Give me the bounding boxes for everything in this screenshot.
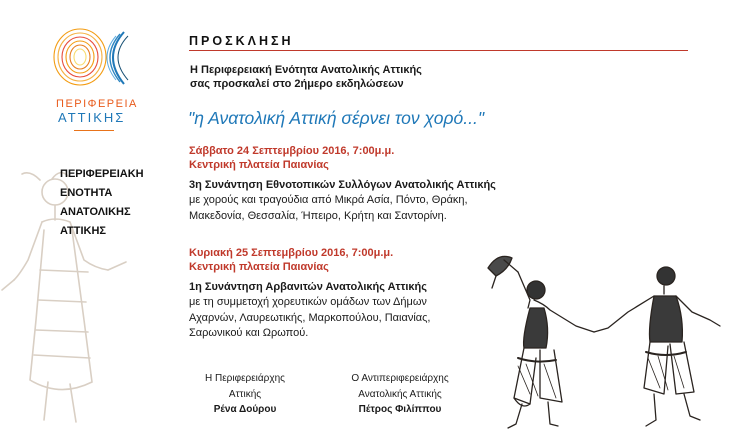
signature-name: Πέτρος Φιλίππου [358, 404, 442, 415]
signature-deputy-governor [325, 371, 475, 418]
signature-name: Ρένα Δούρου [213, 404, 277, 415]
invitation-heading: ΠΡΟΣΚΛΗΣΗ [189, 34, 294, 48]
event-title: 3η Συνάντηση Εθνοτοπικών Συλλόγων Ανατολικής Αττικής [189, 179, 496, 191]
regional-unit-label [60, 165, 144, 241]
event-date: Κυριακή 25 Σεπτεμβρίου 2016, 7:00μ.μ. [189, 247, 394, 259]
intro-line: Η Περιφερειακή Ενότητα Ανατολικής Αττικής [190, 64, 422, 76]
event-description-line: Αχαρνών, Λαυρεωτικής, Μαρκοπούλου, Παιανίας, [189, 311, 431, 324]
event-description-line: με τη συμμετοχή χορευτικών ομάδων των Δήμων [189, 296, 427, 308]
intro-line: σας προσκαλεί στο 2ήμερο εκδηλώσεων [190, 78, 404, 90]
event-place: Κεντρική πλατεία Παιανίας [189, 261, 329, 273]
event-date: Σάββατο 24 Σεπτεμβρίου 2016, 7:00μ.μ. [189, 145, 395, 157]
event-description-line: με χορούς και τραγούδια από Μικρά Ασία, Πόντο, Θράκη, [189, 194, 468, 206]
event-place: Κεντρική πλατεία Παιανίας [189, 159, 329, 171]
periferia-attikis-logo [50, 26, 130, 88]
event-description-line: Σαρωνικού και Ωρωπού. [189, 327, 309, 339]
logo-text-periferia: ΠΕΡΙΦΕΡΕΙΑ [56, 98, 138, 110]
regional-unit-line: ΕΝΟΤΗΤΑ [60, 187, 113, 199]
event-slogan: "η Ανατολική Αττική σέρνει τον χορό..." [188, 108, 485, 128]
regional-unit-line: ΑΤΤΙΚΗΣ [60, 225, 107, 237]
logo-divider [74, 130, 114, 131]
dancers-sketch-right [478, 248, 735, 437]
signature-role: Η Περιφερειάρχης [205, 373, 285, 384]
logo-text-attikis: ΑΤΤΙΚΗΣ [58, 110, 126, 125]
signature-region: Αττικής [228, 388, 262, 400]
event-description-line: Μακεδονία, Θεσσαλία, Ήπειρο, Κρήτη και Σαντορίνη. [189, 209, 447, 222]
regional-unit-line: ΠΕΡΙΦΕΡΕΙΑΚΗ [60, 168, 144, 180]
signature-region: Ανατολικής Αττικής [358, 388, 442, 400]
event-block [189, 246, 430, 342]
regional-unit-line: ΑΝΑΤΟΛΙΚΗΣ [60, 206, 131, 218]
event-title: 1η Συνάντηση Αρβανιτών Ανατολικής Αττικής [189, 281, 427, 293]
signature-role: Ο Αντιπεριφερειάρχης [351, 373, 449, 384]
event-block [189, 144, 496, 224]
heading-divider [189, 50, 688, 51]
intro-text [190, 63, 422, 91]
signature-regional-governor [185, 371, 305, 418]
